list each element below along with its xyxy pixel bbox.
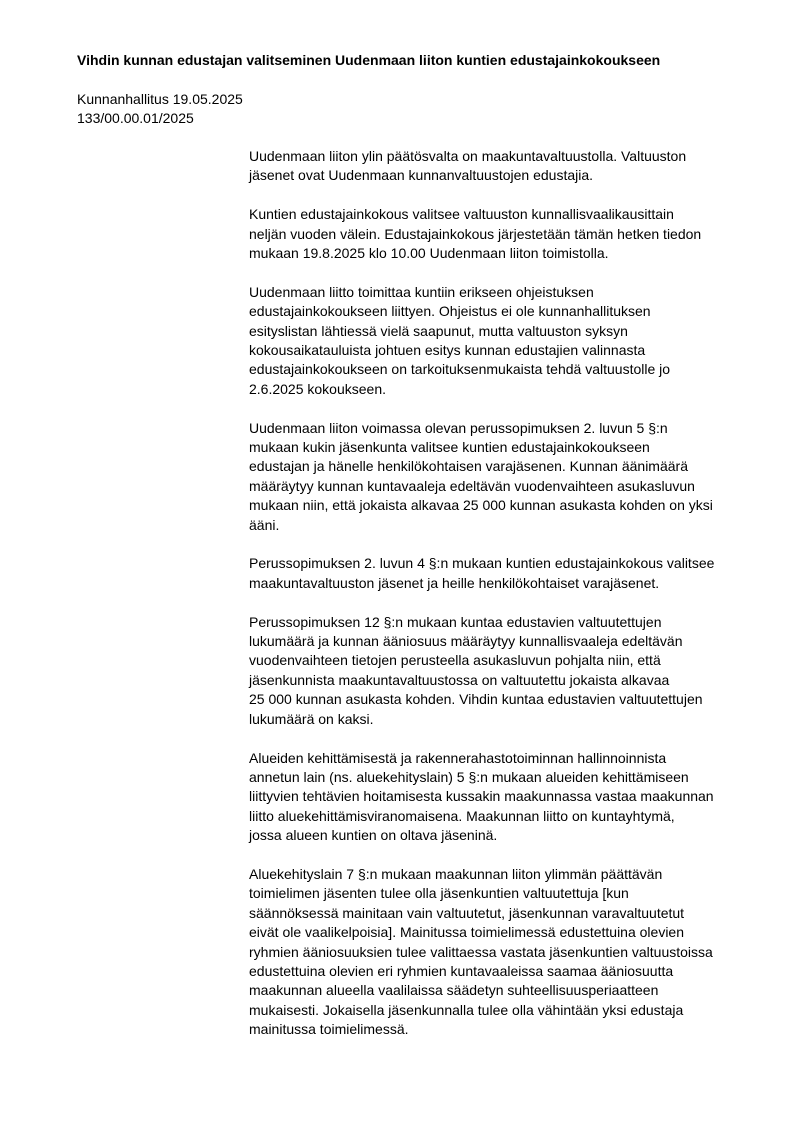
paragraph-line: 25 000 kunnan asukasta kohden. Vihdin kuntaa edustavien valtuutettujen xyxy=(249,691,703,708)
paragraph-line: jossa alueen kuntien on oltava jäseninä. xyxy=(249,827,498,844)
body-paragraph xyxy=(249,554,749,593)
paragraph-line: Aluekehityslain 7 §:n mukaan maakunnan liiton ylimmän päättävän xyxy=(249,865,663,882)
body-paragraph xyxy=(249,749,749,846)
paragraph-line: Alueiden kehittämisestä ja rakennerahastotoiminnan hallinnoinnista xyxy=(249,749,667,766)
reference-number: 133/00.00.01/2025 xyxy=(77,110,194,126)
paragraph-line: määräytyy kunnan kuntavaaleja edeltävän vuodenvaihteen asukasluvun xyxy=(249,477,695,494)
body-paragraph xyxy=(249,613,749,729)
paragraph-line: Uudenmaan liiton ylin päätösvalta on maakuntavaltuustolla. Valtuuston xyxy=(249,148,687,164)
paragraph-line: edustajainkokoukseen liittyen. Ohjeistus ei ole kunnanhallituksen xyxy=(249,303,651,320)
document-meta xyxy=(77,90,243,128)
body-paragraph xyxy=(249,147,749,186)
meeting-date: Kunnanhallitus 19.05.2025 xyxy=(77,91,243,107)
paragraph-line: edustajan ja hänelle henkilökohtaisen varajäsenen. Kunnan äänimäärä xyxy=(249,458,688,475)
paragraph-line: edustettuina olevien eri ryhmien kuntavaaleissa saamaa ääniosuutta xyxy=(249,962,674,979)
paragraph-line: vuodenvaihteen tietojen perusteella asukasluvun pohjalta niin, että xyxy=(249,652,661,669)
paragraph-line: mainitussa toimielimessä. xyxy=(249,1021,409,1038)
paragraph-line: Perussopimuksen 12 §:n mukaan kuntaa edustavien valtuutettujen xyxy=(249,613,662,630)
paragraph-line: 2.6.2025 kokoukseen. xyxy=(249,380,386,397)
paragraph-line: ryhmien ääniosuuksien tulee valittaessa vastata jäsenkuntien valtuustoissa xyxy=(249,943,713,960)
body-paragraph xyxy=(249,865,749,1040)
paragraph-line: Perussopimuksen 2. luvun 4 §:n mukaan kuntien edustajainkokous valitsee xyxy=(249,555,715,572)
document-title: Vihdin kunnan edustajan valitseminen Uudenmaan liiton kuntien edustajainkokoukseen xyxy=(77,52,661,68)
paragraph-line: lukumäärä ja kunnan ääniosuus määräytyy kunnallisvaaleja edeltävän xyxy=(249,633,683,650)
paragraph-line: maakunnan alueella vaalilaissa säädetyn suhteellisuusperiaatteen xyxy=(249,982,659,999)
body-paragraph xyxy=(249,283,749,399)
paragraph-line: ääni. xyxy=(249,516,280,533)
paragraph-line: annetun lain (ns. aluekehityslain) 5 §:n mukaan alueiden kehittämiseen xyxy=(249,768,689,785)
paragraph-line: maakuntavaltuuston jäsenet ja heille henkilökohtaiset varajäsenet. xyxy=(249,574,660,591)
paragraph-line: neljän vuoden välein. Edustajainkokous järjestetään tämän hetken tiedon xyxy=(249,225,702,242)
paragraph-line: kokousaikatauluista johtuen esitys kunnan edustajien valinnasta xyxy=(249,342,646,359)
paragraph-line: esityslistan lähtiessä vielä saapunut, mutta valtuuston syksyn xyxy=(249,322,628,339)
paragraph-line: eivät ole vaalikelpoisia]. Mainitussa toimielimessä edustettuina olevien xyxy=(249,924,685,941)
paragraph-line: jäsenet ovat Uudenmaan kunnanvaltuustojen edustajia. xyxy=(249,167,594,184)
paragraph-line: Uudenmaan liiton voimassa olevan perussopimuksen 2. luvun 5 §:n xyxy=(249,419,668,436)
paragraph-line: Kuntien edustajainkokous valitsee valtuuston kunnallisvaalikausittain xyxy=(249,206,674,223)
paragraph-line: mukaan 19.8.2025 klo 10.00 Uudenmaan liiton toimistolla. xyxy=(249,245,609,262)
body-paragraph xyxy=(249,205,749,263)
paragraph-line: toimielimen jäsenten tulee olla jäsenkuntien valtuutettuja [kun xyxy=(249,885,629,902)
paragraph-line: edustajainkokoukseen on tarkoituksenmukaista tehdä valtuustolle jo xyxy=(249,361,671,378)
body-paragraph xyxy=(249,419,749,535)
paragraph-line: jäsenkunnista maakuntavaltuustossa on valtuutettu jokaista alkavaa xyxy=(249,671,670,688)
paragraph-line: liittyvien tehtävien hoitamisesta kussakin maakunnassa vastaa maakunnan xyxy=(249,788,714,805)
paragraph-line: mukaan niin, että jokaista alkavaa 25 000 kunnan asukasta kohden on yksi xyxy=(249,497,713,514)
paragraph-line: mukaisesti. Jokaisella jäsenkunnalla tulee olla vähintään yksi edustaja xyxy=(249,1001,684,1018)
paragraph-line: liitto aluekehittämisviranomaisena. Maakunnan liitto on kuntayhtymä, xyxy=(249,807,675,824)
paragraph-line: lukumäärä on kaksi. xyxy=(249,710,374,727)
document-body xyxy=(249,147,749,1059)
paragraph-line: säännöksessä mainitaan vain valtuutetut, jäsenkunnan varavaltuutetut xyxy=(249,904,685,921)
paragraph-line: Uudenmaan liitto toimittaa kuntiin erikseen ohjeistuksen xyxy=(249,283,594,300)
paragraph-line: mukaan kukin jäsenkunta valitsee kuntien edustajainkokoukseen xyxy=(249,439,650,456)
